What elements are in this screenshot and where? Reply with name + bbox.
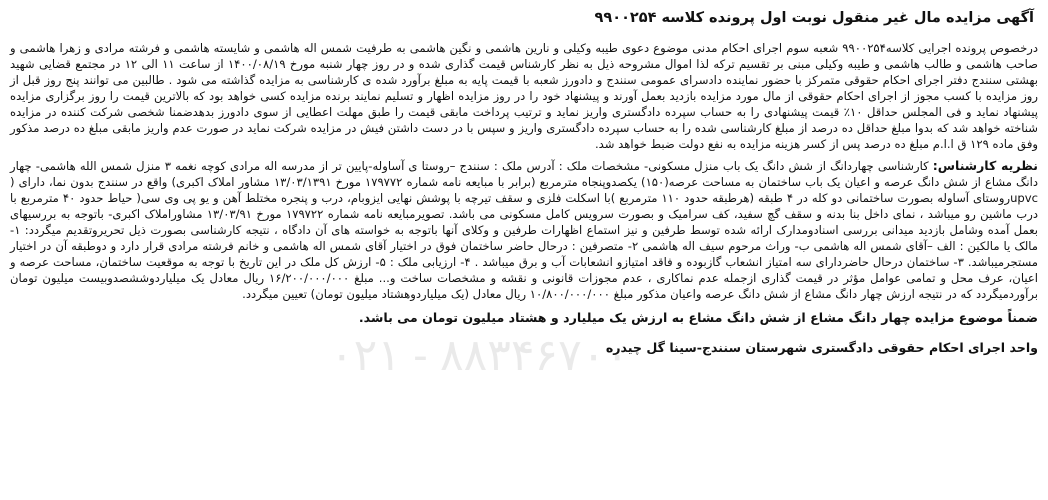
auction-subject-note: ضمناً موضوع مزایده چهار دانگ مشاع از شش دانگ مشاع به ارزش یک میلیارد و هشتاد میلیون تومان می باشد. bbox=[358, 310, 1038, 325]
phone-watermark: ۰۲۱ - ۸۸۳۴۶۷۰۰ bbox=[330, 331, 630, 380]
issuing-authority: واحد اجرای احکام حقوقی دادگستری شهرستان سنندج-سینا گل چیدره bbox=[605, 340, 1038, 355]
expert-opinion-heading: نظریه کارشناس: bbox=[932, 158, 1038, 173]
notice-title: آگهی مزایده مال غیر منقول نوبت اول پرونده کلاسه ۹۹۰۰۲۵۴ bbox=[594, 10, 1034, 26]
expert-opinion-paragraph bbox=[10, 158, 1038, 302]
notice-intro-paragraph: درخصوص پرونده اجرایی کلاسه۹۹۰۰۲۵۴ شعبه سوم اجرای احکام مدنی موضوع دعوی طیبه وکیلی و نارین هاشمی و نگین هاشمی به طرفیت شمس اله هاشمی و شایسته هاشمی و فرشته مرادی و زهرا هاشمی و صاحب هاشمی و طالب هاشمی و طیبه وکیلی مبنی بر تقسیم ترکه لذا اموال مشروحه ذیل به نظر کارشناس قیمت گذاری شده و در روز چهار شنبه مورخ ۱۴۰۰/۰۸/۱۹ از ساعت ۱۱ الی ۱۲ در مجتمع قضایی شهید بهشتی سنندج دفتر اجرای احکام حقوقی متمرکز با حضور نماینده دادسرای عمومی سنندج و دادورز شعبه با قیمت پایه به مبلغ برآورد شده ی کارشناسی به مزایده گذاشته می شود . طالبین می توانند پنج روز قبل از روز مزایده با کسب مجوز از اجرای احکام حقوقی از مال مورد مزایده بازدید بعمل آورند و پیشنهاد خود را در روز مزایده اظهار و تسلیم نمایند برنده مزایده کسی خواهد بود که بالاترین قیمت را روز برگزاری مزایده پیشنهاد نماید و فی المجلس حداقل ۱۰٪ قیمت پیشنهادی را به حساب سپرده دادگستری واریز نماید و ترتیب پرداخت مابقی قیمت را طبق مهلت اعطایی از سوی دادورز بدهدضمنا شخصی شرکت کننده در مزایده شناخته خواهد شد که بدوا مبلغ حداقل ده درصد از مبلغ کارشناسی شده را به حساب سپرده دادگستری واریز و سپس با در دست داشتن فیش در مزایده شرکت نماید در صورت عدم واریز مابقی مبلغ ده درصد مذکور وفق ماده ۱۲۹ ق ا.ا.م مبلغ ده درصد پس از کسر هزینه مزایده به نفع دولت ضبط خواهد شد. bbox=[10, 41, 1038, 151]
expert-opinion-text: کارشناسی چهاردانگ از شش دانگ یک باب منزل مسکونی- مشخصات ملک : آدرس ملک : سنندج –روستا ی آساوله-پایین تر از مدرسه اله مرادی کوچه نغمه ۳ منزل شمس الله هاشمی- چهار دانگ مشاع از شش دانگ عرصه و اعیان یک باب ساختمان به مساحت عرصه(۱۵۰) یکصدوپنجاه مترمربع (برابر با مبایعه نامه شماره ۱۷۹۷۷۲ مورخ ۱۳/۰۳/۱۳۹۱ مشاور املاک اکبری) واقع در سنندج بدون نما، دارای ( upvcروستای آساوله بصورت ساختمانی دو کله در ۴ طبقه (هرطبقه حدود ۱۱۰ مترمربع )با اسکلت فلزی و سقف تیرچه با پوشش نهایی ایزوبام، درب و پنجره مختلط آهن و یو پی وی سی( حیاط حدود ۴۰ مترمربع با درب ماشین رو میباشد ، نمای داخل بنا بدنه و سقف گچ سفید، کف سرامیک و بصورت سرویس کامل مسکونی می باشد. تصویرمبایعه نامه شماره ۱۷۹۷۲۲ مورخ ۱۳/۰۳/۹۱ مشاوراملاک اکبری- باتوجه به بررسیهای بعمل آمده وشامل بازدید میدانی بررسی اسنادومدارک ارائه شده توسط طرفین و نیز استماع اظهارات طرفین و وکلای آنها باتوجه به خواسته های آن دادگاه ، نتیجه کارشناسی بصورت ذیل تحریروتقدیم میگردد: ۱- مالک یا مالکین : الف –آقای شمس اله هاشمی ب- وراث مرحوم سیف اله هاشمی ۲- متصرفین : درحال حاضر ساختمان فوق در اختیار آقای شمس اله هاشمی و خانم فرشته مرادی قرار دارد و دوطبقه آن در اختیار مستجرمیباشد. ۳- ساختمان درحال حاضردارای سه امتیاز انشعاب گازبوده و فاقد امتیازو انشعابات آب و برق میباشد . ۴- ارزیابی ملک : ۵- ارزش کل ملک در این تاریخ با توجه به موقعیت ساختمان، مساحت عرصه و اعیان، عرف محل و تمامی عوامل مؤثر در قیمت گذاری ازجمله عدم نماکاری ، عدم مجوزات قانونی و نقشه و مشخصات ساخت و... مبلغ ۱۶/۲۰۰/۰۰۰/۰۰۰ ریال معادل یک میلیاردوششصدوبیست میلیون تومان برآوردمیگردد که در نتیجه ارزش چهار دانگ مشاع از شش دانگ عرصه واعیان مذکور مبلغ ۱۰/۸۰۰/۰۰۰/۰۰۰ ریال معادل (یک میلیاردوهشتاد میلیون تومان) تعیین میگردد. bbox=[10, 159, 1039, 301]
